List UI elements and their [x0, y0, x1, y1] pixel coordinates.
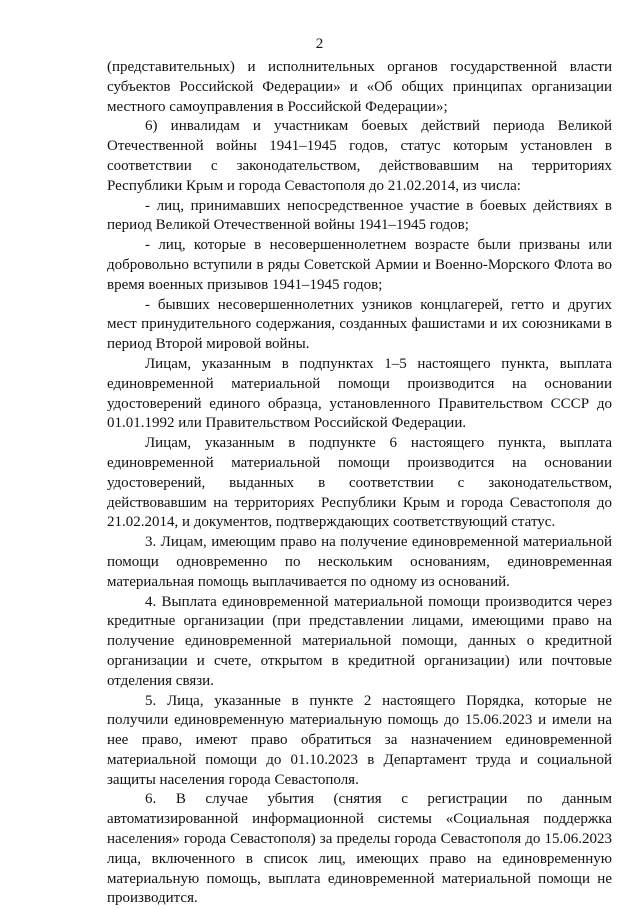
paragraph-item-6: 6) инвалидам и участникам боевых действий периода Великой Отечественной войны 1941–1945 годов, статус которым установлен в соответствии с законодательством, действовавшим на территориях Республики Крым и города Севастополя до 21.02.2014, из числа:	[107, 118, 612, 194]
paragraph-clause-3: 3. Лицам, имеющим право на получение единовременной материальной помощи одновременно по нескольким основаниям, единовременная материальная помощь выплачивается по одному из оснований.	[107, 534, 612, 590]
paragraph-dash-1: - лиц, принимавших непосредственное участие в боевых действиях в период Великой Отечественной войны 1941–1945 годов;	[107, 197, 612, 234]
paragraph-dash-3: - бывших несовершеннолетних узников концлагерей, гетто и других мест принудительного содержания, созданных фашистами и их союзниками в период Второй мировой войны.	[107, 296, 612, 353]
paragraph-dash-2: - лиц, которые в несовершеннолетнем возрасте были призваны или добровольно вступили в ряды Советской Армии и Военно-Морского Флота во время военных призывов 1941–1945 годов;	[107, 237, 612, 293]
paragraph-subitem-6: Лицам, указанным в подпункте 6 настоящего пункта, выплата единовременной материальной помощи производится на основании удостоверений, выданных в соответствии с законодательством, действовавшим на территориях Республики Крым и города Севастополя до 21.02.2014, и документов, подтверждающих соответствующий статус.	[107, 435, 612, 531]
page-number: 2	[315, 36, 324, 52]
paragraph-subitems-1-5: Лицам, указанным в подпунктах 1–5 настоящего пункта, выплата единовременной материальной помощи производится на основании удостоверений единого образца, установленного Правительством СССР до 01.01.1992 или Правительством Российской Федерации.	[107, 355, 612, 432]
document-body	[107, 58, 612, 909]
paragraph-clause-4: 4. Выплата единовременной материальной помощи производится через кредитные организации (при представлении лицами, имеющими право на получение единовременной материальной помощи, данных о кредитной организации и счете, открытом в кредитной организации) или почтовые отделения связи.	[107, 593, 612, 689]
paragraph-continuation: (представительных) и исполнительных органов государственной власти субъектов Российской Федерации» и «Об общих принципах организации местного самоуправления в Российской Федерации»;	[107, 59, 612, 115]
paragraph-clause-5: 5. Лица, указанные в пункте 2 настоящего Порядка, которые не получили единовременную материальную помощь до 15.06.2023 и имели на нее право, имеют право обратиться за назначением единовременной материальной помощи до 01.10.2023 в Департамент труда и социальной защиты населения города Севастополя.	[107, 692, 612, 788]
paragraph-clause-6: 6. В случае убытия (снятия с регистрации по данным автоматизированной информационной системы «Социальная поддержка населения» города Севастополя) за пределы города Севастополя до 15.06.2023 лица, включенного в список лиц, имеющих право на единовременную материальную помощь, выплата единовременной материальной помощи не производится.	[107, 791, 612, 907]
